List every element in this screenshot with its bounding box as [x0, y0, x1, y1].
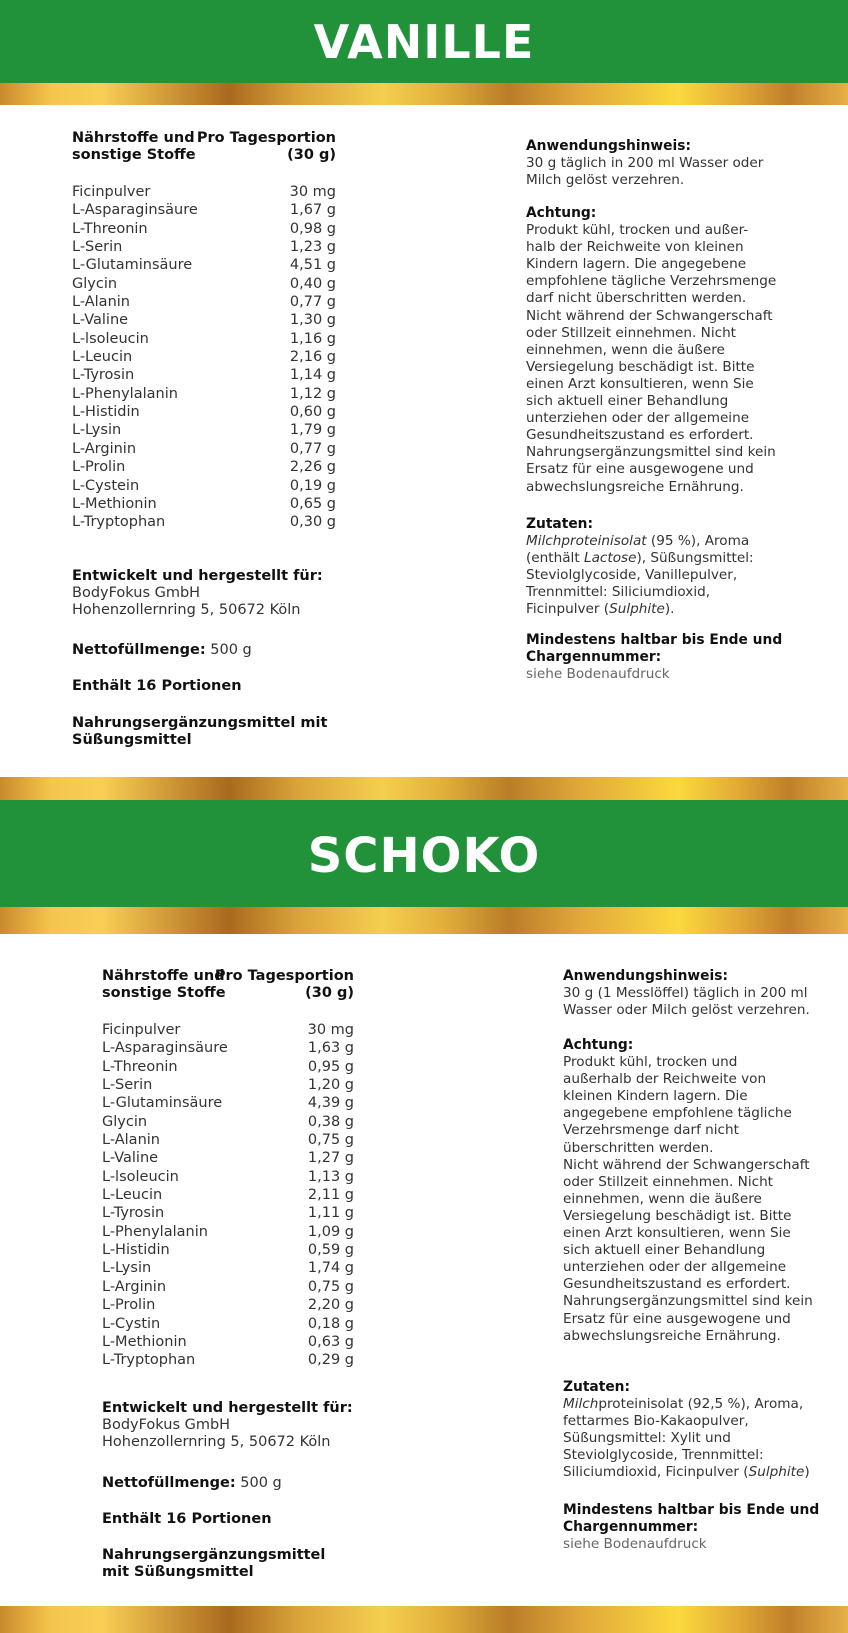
supplement-note-text: Nahrungsergänzungsmittel mit Süßungsmittel — [72, 715, 328, 748]
table-row — [72, 477, 336, 495]
schoko-ingredients — [563, 1379, 848, 1482]
table-header-portion: Pro Tagesportion (30 g) — [196, 130, 336, 163]
nutrient-value: 1,74 g — [307, 1260, 354, 1277]
ingredients-part: Milch — [563, 1396, 599, 1413]
vanille-developed — [72, 568, 402, 619]
ingredients-text — [526, 533, 826, 618]
table-row — [102, 1076, 354, 1094]
nutrient-name: L-Arginin — [72, 440, 137, 457]
table-header-nutrients: Nährstoffe und sonstige Stoffe — [72, 130, 196, 163]
table-row — [102, 1021, 354, 1039]
developed-heading: Entwickelt und hergestellt für: — [72, 568, 323, 584]
vanille-best-before — [526, 632, 826, 683]
vanille-title: VANILLE — [313, 14, 535, 69]
nutrient-value: 0,63 g — [307, 1333, 354, 1350]
nutrient-name: L-Threonin — [102, 1058, 178, 1075]
table-row — [102, 1131, 354, 1149]
table-row — [102, 1241, 354, 1259]
nutrient-value: 0,65 g — [289, 495, 336, 512]
nutrient-value: 0,59 g — [307, 1242, 354, 1259]
ingredients-part: Sulphite — [609, 601, 665, 618]
best-before-heading: Mindestens haltbar bis Ende und Chargennummer: — [563, 1502, 820, 1536]
table-row — [102, 1278, 354, 1296]
nutrient-value: 1,27 g — [307, 1150, 354, 1167]
gold-stripe-3 — [0, 907, 848, 934]
table-row — [72, 311, 336, 329]
usage-heading: Anwendungshinweis: — [563, 968, 728, 984]
schoko-nutrient-table — [102, 1021, 354, 1370]
nutrient-value: 1,11 g — [307, 1205, 354, 1222]
nutrient-name: L-Serin — [72, 239, 123, 256]
nutrient-name: L-Leucin — [72, 349, 133, 366]
nutrient-value: 1,23 g — [289, 239, 336, 256]
table-header-portion: Pro Tagesportion (30 g) — [214, 968, 354, 1001]
nutrient-name: L-Valine — [72, 312, 129, 329]
vanille-warning — [526, 205, 826, 496]
usage-text: 30 g (1 Messlöffel) täglich in 200 ml Wasser oder Milch gelöst verzehren. — [563, 985, 810, 1019]
table-row — [102, 1149, 354, 1167]
nutrient-value: 0,18 g — [307, 1315, 354, 1332]
vanille-banner — [0, 0, 848, 83]
table-row — [102, 1259, 354, 1277]
table-row — [102, 1333, 354, 1351]
developed-address: BodyFokus GmbH Hohenzollernring 5, 50672 Köln — [72, 585, 301, 618]
nutrient-value: 0,98 g — [289, 220, 336, 237]
nutrient-value: 0,30 g — [289, 514, 336, 531]
nutrient-name: L-Tyrosin — [102, 1205, 165, 1222]
nutrient-name: L-Prolin — [72, 459, 126, 476]
nutrient-name: L-Tryptophan — [102, 1352, 196, 1369]
nutrient-name: L-Serin — [102, 1077, 153, 1094]
nutrient-value: 0,29 g — [307, 1352, 354, 1369]
table-row — [102, 1113, 354, 1131]
usage-heading: Anwendungshinweis: — [526, 138, 691, 154]
table-row — [102, 1094, 354, 1112]
table-row — [72, 293, 336, 311]
developed-address: BodyFokus GmbH Hohenzollernring 5, 50672 Köln — [102, 1417, 331, 1450]
net-weight-value: 500 g — [240, 1475, 282, 1491]
nutrient-name: L-Tryptophan — [72, 514, 166, 531]
table-row — [102, 1204, 354, 1222]
nutrient-value: 0,95 g — [307, 1058, 354, 1075]
nutrient-value: 0,38 g — [307, 1113, 354, 1130]
vanille-portions — [72, 678, 402, 695]
table-row — [102, 1223, 354, 1241]
table-row — [102, 1351, 354, 1369]
usage-text: 30 g täglich in 200 ml Wasser oder Milch gelöst verzehren. — [526, 155, 764, 189]
table-row — [102, 1168, 354, 1186]
gold-stripe-2 — [0, 777, 848, 800]
schoko-usage — [563, 968, 848, 1019]
nutrient-value: 4,39 g — [307, 1095, 354, 1112]
nutrient-value: 1,67 g — [289, 202, 336, 219]
portions-text: Enthält 16 Portionen — [72, 678, 242, 694]
gold-stripe-1 — [0, 83, 848, 105]
nutrient-value: 0,75 g — [307, 1132, 354, 1149]
nutrient-value: 1,09 g — [307, 1223, 354, 1240]
supplement-note-text: Nahrungsergänzungsmittel mit Süßungsmittel — [102, 1547, 326, 1580]
nutrient-value: 2,26 g — [289, 459, 336, 476]
nutrient-name: L-Glutaminsäure — [72, 257, 193, 274]
nutrient-name: L-Threonin — [72, 220, 148, 237]
nutrient-name: L-lsoleucin — [102, 1168, 179, 1185]
table-row — [72, 385, 336, 403]
schoko-portions — [102, 1511, 432, 1528]
table-row — [72, 366, 336, 384]
portions-text: Enthält 16 Portionen — [102, 1511, 272, 1527]
schoko-best-before — [563, 1502, 848, 1553]
nutrient-value: 0,60 g — [289, 404, 336, 421]
table-row — [72, 238, 336, 256]
table-row — [72, 421, 336, 439]
nutrient-name: L-Cystin — [102, 1315, 161, 1332]
schoko-title: SCHOKO — [307, 827, 541, 884]
nutrient-value: 1,12 g — [289, 385, 336, 402]
table-row — [102, 1186, 354, 1204]
nutrient-name: L-Cystein — [72, 477, 140, 494]
nutrient-value: 0,19 g — [289, 477, 336, 494]
table-row — [102, 1296, 354, 1314]
vanille-ingredients — [526, 516, 826, 619]
table-row — [72, 330, 336, 348]
nutrient-name: L-Valine — [102, 1150, 159, 1167]
nutrient-name: Glycin — [102, 1113, 148, 1130]
ingredients-part: ), Süßungsmittel: Steviolglycoside, Vanillepulver, Trennmittel: Siliciumdioxid, Ficinpulver ( — [526, 550, 754, 618]
table-row — [72, 348, 336, 366]
table-row — [72, 275, 336, 293]
ingredients-part: ). — [664, 601, 675, 618]
ingredients-part: (95 %), Aroma (enthält — [526, 533, 750, 567]
nutrient-name: Ficinpulver — [102, 1022, 181, 1038]
vanille-table-header — [72, 130, 336, 166]
table-row — [72, 220, 336, 238]
nutrient-value: 30 mg — [289, 184, 336, 200]
ingredients-part: proteinisolat (92,5 %), Aroma, fettarmes Bio-Kakaopulver, Süßungsmittel: Xylit und Steviolglycoside, Trennmittel: Siliciumdioxid, Ficinpulver ( — [563, 1396, 804, 1481]
gold-stripe-4 — [0, 1606, 848, 1633]
nutrient-value: 1,16 g — [289, 330, 336, 347]
nutrient-value: 1,79 g — [289, 422, 336, 439]
vanille-usage — [526, 138, 826, 189]
table-header-nutrients: Nährstoffe und sonstige Stoffe — [102, 968, 226, 1001]
table-row — [72, 403, 336, 421]
nutrient-name: L-Methionin — [72, 495, 157, 512]
nutrient-name: L-lsoleucin — [72, 330, 149, 347]
nutrient-name: L-Alanin — [72, 294, 130, 311]
table-row — [72, 513, 336, 531]
vanille-nutrient-table — [72, 183, 336, 532]
nutrient-name: L-Lysin — [102, 1260, 152, 1277]
ingredients-heading: Zutaten: — [526, 516, 594, 532]
table-row — [72, 440, 336, 458]
ingredients-part: Sulphite — [748, 1464, 805, 1481]
nutrient-value: 0,77 g — [289, 294, 336, 311]
table-row — [72, 495, 336, 513]
table-row — [72, 256, 336, 274]
nutrient-name: L-Arginin — [102, 1278, 167, 1295]
nutrient-name: L-Leucin — [102, 1187, 163, 1204]
nutrient-name: L-Lysin — [72, 422, 122, 439]
ingredients-part: Milchproteinisolat — [526, 533, 647, 550]
best-before-text: siehe Bodenaufdruck — [563, 1536, 707, 1553]
schoko-developed — [102, 1400, 432, 1451]
table-row — [72, 201, 336, 219]
nutrient-value: 2,11 g — [307, 1187, 354, 1204]
nutrient-name: L-Glutaminsäure — [102, 1095, 223, 1112]
warning-heading: Achtung: — [526, 205, 597, 221]
nutrient-value: 1,20 g — [307, 1077, 354, 1094]
nutrient-name: L-Histidin — [72, 404, 140, 421]
nutrient-value: 0,40 g — [289, 275, 336, 292]
nutrient-value: 30 mg — [307, 1022, 354, 1038]
nutrient-name: L-Prolin — [102, 1297, 156, 1314]
nutrient-name: L-Phenylalanin — [102, 1223, 208, 1240]
nutrient-name: L-Alanin — [102, 1132, 160, 1149]
nutrient-value: 1,63 g — [307, 1040, 354, 1057]
table-row — [102, 1039, 354, 1057]
nutrient-value: 0,77 g — [289, 440, 336, 457]
warning-text: Produkt kühl, trocken und außer- halb der Reichweite von kleinen Kindern lagern. Die angegebene empfohlene tägliche Verzehrsmenge darf nicht überschritten werden. Nicht während der Schwangerschaft oder Stillzeit einnehmen. Nicht einnehmen, wenn die äußere Versiegelung beschädigt ist. Bitte einen Arzt konsultieren, wenn Sie sich aktuell einer Behandlung unterziehen oder der allgemeine Gesundheitszustand es erfordert. Nahrungsergänzungsmittel sind kein Ersatz für eine ausgewogene und abwechslungsreiche Ernährung. — [526, 222, 777, 495]
nutrient-value: 1,30 g — [289, 312, 336, 329]
schoko-net-weight — [102, 1475, 432, 1492]
schoko-supplement-note — [102, 1547, 432, 1581]
vanille-section — [0, 105, 848, 777]
vanille-supplement-note — [72, 715, 402, 749]
ingredients-heading: Zutaten: — [563, 1379, 631, 1395]
nutrient-value: 2,16 g — [289, 349, 336, 366]
warning-heading: Achtung: — [563, 1037, 634, 1053]
nutrient-name: L-Asparaginsäure — [102, 1040, 228, 1057]
nutrient-name: L-Histidin — [102, 1242, 170, 1259]
nutrient-value: 2,20 g — [307, 1297, 354, 1314]
nutrient-name: L-Phenylalanin — [72, 385, 178, 402]
table-row — [102, 1058, 354, 1076]
net-weight-value: 500 g — [210, 642, 252, 658]
nutrient-name: Glycin — [72, 275, 118, 292]
ingredients-part: ) — [804, 1464, 810, 1481]
nutrient-value: 1,13 g — [307, 1168, 354, 1185]
ingredients-part: Lactose — [584, 550, 637, 567]
best-before-text: siehe Bodenaufdruck — [526, 666, 670, 683]
table-row — [72, 458, 336, 476]
table-row — [102, 1315, 354, 1333]
nutrient-name: L-Tyrosin — [72, 367, 135, 384]
nutrient-value: 1,14 g — [289, 367, 336, 384]
nutrient-value: 0,75 g — [307, 1278, 354, 1295]
warning-text: Produkt kühl, trocken und außerhalb der Reichweite von kleinen Kindern lagern. Die angegebene empfohlene tägliche Verzehrsmenge darf nicht überschritten werden. Nicht während der Schwangerschaft oder Stillzeit einnehmen. Nicht einnehmen, wenn die äußere Versiegelung beschädigt ist. Bitte einen Arzt konsultieren, wenn Sie sich aktuell einer Behandlung unterziehen oder der allgemeine Gesundheitszustand es erfordert. Nahrungsergänzungsmittel sind kein Ersatz für eine ausgewogene und abwechslungsreiche Ernährung. — [563, 1054, 813, 1344]
nutrient-name: L-Asparaginsäure — [72, 202, 198, 219]
developed-heading: Entwickelt und hergestellt für: — [102, 1400, 353, 1416]
ingredients-text — [563, 1396, 848, 1481]
schoko-table-header — [102, 968, 354, 1004]
table-row — [72, 183, 336, 201]
nutrient-name: L-Methionin — [102, 1333, 187, 1350]
net-weight-label: Nettofüllmenge: — [102, 1475, 236, 1491]
net-weight-label: Nettofüllmenge: — [72, 642, 206, 658]
nutrient-value: 4,51 g — [289, 257, 336, 274]
nutrient-name: Ficinpulver — [72, 184, 151, 200]
schoko-section — [0, 934, 848, 1606]
best-before-heading: Mindestens haltbar bis Ende und Chargennummer: — [526, 632, 783, 666]
schoko-banner — [0, 800, 848, 907]
vanille-net-weight — [72, 642, 402, 659]
schoko-warning — [563, 1037, 848, 1345]
